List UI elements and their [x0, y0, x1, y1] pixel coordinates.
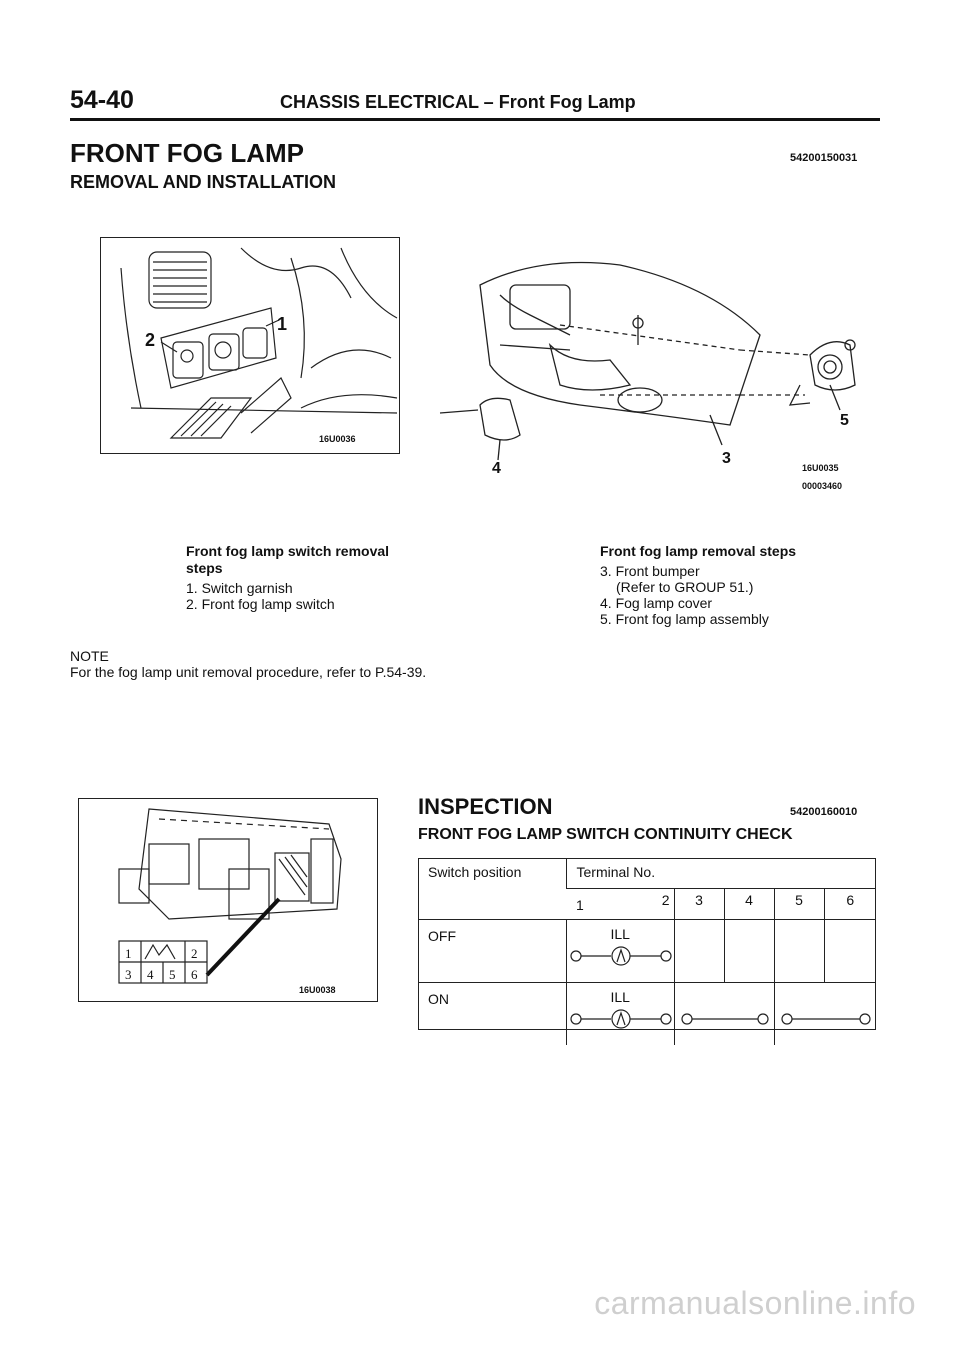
lamp-step-3: 3. Front bumper	[600, 563, 700, 579]
section-subtitle: REMOVAL AND INSTALLATION	[70, 172, 336, 192]
callout-2: 2	[145, 330, 156, 350]
bumper-illustration	[410, 245, 880, 475]
on-continuity-symbol-3-4	[675, 983, 775, 1037]
terminal-no-header: Terminal No.	[566, 858, 876, 889]
row-position-off: OFF	[418, 920, 566, 983]
terminal-2-header: 2	[620, 889, 674, 920]
off-continuity-symbol	[567, 920, 675, 974]
on-terminal-5-6	[774, 983, 876, 1046]
terminal-5-header: 5	[774, 889, 824, 920]
section-title: FRONT FOG LAMP	[70, 138, 304, 168]
bumper-figure	[410, 245, 880, 495]
pin-label-4: 4	[147, 967, 154, 982]
switch-step-1: 1. Switch garnish	[186, 580, 293, 596]
switch-position-header: Switch position	[428, 864, 522, 880]
callout-1: 1	[277, 314, 288, 334]
row-position-on: ON	[418, 983, 566, 1046]
inspection-title: INSPECTION	[418, 794, 553, 819]
on-ill-label: ILL	[610, 989, 630, 1005]
terminal-6-header: 6	[824, 889, 876, 920]
on-continuity-symbol-5-6	[775, 983, 877, 1037]
connector-figure-code: 16U0038	[299, 985, 336, 995]
connector-illustration	[79, 799, 377, 1001]
switch-figure-code: 16U0036	[319, 434, 356, 444]
watermark: carmanualsonline.info	[594, 1285, 916, 1321]
note-label: NOTE	[70, 648, 109, 664]
lamp-step-5: 5. Front fog lamp assembly	[600, 611, 769, 627]
pin-label-3: 3	[125, 967, 132, 982]
lamp-step-3-note: (Refer to GROUP 51.)	[616, 579, 754, 595]
terminal-1-header: 1	[566, 889, 620, 920]
pin-label-1: 1	[125, 946, 132, 961]
terminal-4-header: 4	[724, 889, 774, 920]
on-terminal-3-4	[674, 983, 774, 1046]
inspection-subtitle: FRONT FOG LAMP SWITCH CONTINUITY CHECK	[418, 826, 793, 843]
section-code: 54200150031	[790, 152, 858, 164]
continuity-table	[418, 858, 876, 1045]
switch-removal-heading: Front fog lamp switch removal steps	[186, 543, 390, 576]
page-number: 54-40	[70, 86, 134, 114]
switch-figure	[100, 237, 400, 454]
off-terminal-4	[724, 920, 774, 983]
page-header-title: CHASSIS ELECTRICAL – Front Fog Lamp	[280, 92, 636, 112]
pin-label-6: 6	[191, 967, 198, 982]
bumper-figure-code-2: 00003460	[802, 481, 843, 491]
terminal-3-header: 3	[674, 889, 724, 920]
off-terminal-6	[824, 920, 876, 983]
lamp-removal-steps	[600, 543, 870, 627]
bumper-figure-code-1: 16U0035	[802, 463, 839, 473]
off-terminal-1-2	[566, 920, 674, 983]
callout-5: 5	[840, 412, 849, 429]
callout-4: 4	[492, 460, 501, 475]
on-terminal-1-2	[566, 983, 674, 1046]
switch-step-2: 2. Front fog lamp switch	[186, 596, 335, 612]
inspection-code: 54200160010	[790, 806, 858, 818]
note	[70, 648, 426, 680]
header-rule	[70, 118, 880, 121]
switch-illustration	[101, 238, 399, 453]
callout-3: 3	[722, 450, 731, 467]
lamp-removal-heading: Front fog lamp removal steps	[600, 543, 797, 559]
off-terminal-5	[774, 920, 824, 983]
pin-label-5: 5	[169, 967, 176, 982]
table-row-on	[418, 983, 876, 1046]
connector-figure	[78, 798, 378, 1002]
note-text: For the fog lamp unit removal procedure, refer to P.54-39.	[70, 664, 427, 680]
on-continuity-symbol-1-2	[567, 983, 675, 1037]
lamp-step-4: 4. Fog lamp cover	[600, 595, 713, 611]
switch-removal-steps	[186, 543, 426, 612]
off-ill-label: ILL	[610, 926, 630, 942]
pin-label-2: 2	[191, 946, 198, 961]
off-terminal-3	[674, 920, 724, 983]
table-row-off	[418, 920, 876, 983]
